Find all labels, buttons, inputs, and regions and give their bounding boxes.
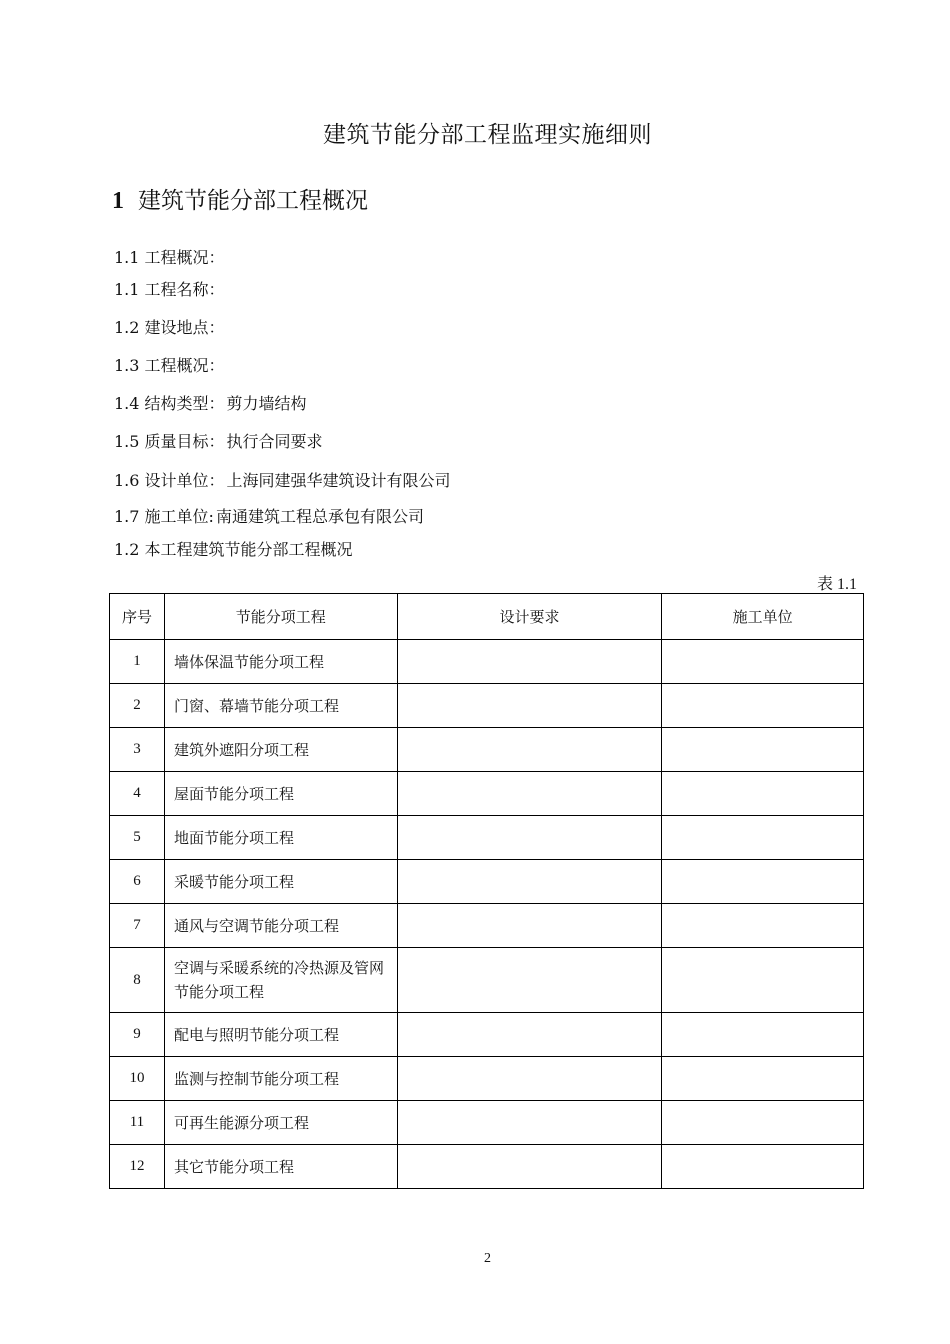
- info-value: 上海同建强华建筑设计有限公司: [226, 471, 451, 490]
- info-label: 1.7 施工单位:: [114, 507, 214, 526]
- info-line-construction-unit: [114, 504, 424, 527]
- info-label: 1.3 工程概况：: [114, 356, 225, 375]
- row-number: 2: [110, 684, 165, 728]
- row-design-requirement: [397, 772, 662, 816]
- header-subitem: 节能分项工程: [164, 594, 397, 640]
- row-design-requirement: [397, 1013, 662, 1057]
- header-seq: 序号: [110, 594, 165, 640]
- row-subitem: 通风与空调节能分项工程: [164, 904, 397, 948]
- row-subitem: 其它节能分项工程: [164, 1145, 397, 1189]
- table-row: [110, 1057, 864, 1101]
- row-number: 12: [110, 1145, 165, 1189]
- row-subitem: 墙体保温节能分项工程: [164, 640, 397, 684]
- row-design-requirement: [397, 1057, 662, 1101]
- info-label: 1.5 质量目标：: [114, 432, 225, 451]
- row-contractor: [662, 1013, 864, 1057]
- section-number: 1: [112, 188, 124, 214]
- row-subitem: 空调与采暖系统的冷热源及管网节能分项工程: [164, 948, 397, 1013]
- info-label: 1.6 设计单位：: [114, 471, 225, 490]
- section-heading: [112, 182, 368, 215]
- row-number: 9: [110, 1013, 165, 1057]
- row-design-requirement: [397, 1101, 662, 1145]
- info-value: 执行合同要求: [226, 432, 323, 451]
- row-subitem: 门窗、幕墙节能分项工程: [164, 684, 397, 728]
- row-subitem: 可再生能源分项工程: [164, 1101, 397, 1145]
- info-line-site-location: [114, 315, 227, 338]
- table-row: [110, 728, 864, 772]
- header-design-requirement: 设计要求: [397, 594, 662, 640]
- info-line-project-overview: [114, 353, 227, 376]
- info-label: 1.1 工程名称：: [114, 280, 225, 299]
- table-header-row: [110, 594, 864, 640]
- row-number: 10: [110, 1057, 165, 1101]
- row-design-requirement: [397, 860, 662, 904]
- table-row: [110, 904, 864, 948]
- table-row: [110, 640, 864, 684]
- info-line-overview-heading: [114, 245, 227, 268]
- row-number: 8: [110, 948, 165, 1013]
- row-number: 3: [110, 728, 165, 772]
- table-row: [110, 772, 864, 816]
- info-line-quality-target: [114, 429, 323, 452]
- info-label: 1.1 工程概况：: [114, 248, 225, 267]
- row-contractor: [662, 816, 864, 860]
- table-row: [110, 860, 864, 904]
- row-contractor: [662, 1145, 864, 1189]
- row-subitem: 地面节能分项工程: [164, 816, 397, 860]
- row-number: 7: [110, 904, 165, 948]
- section-title: 建筑节能分部工程概况: [138, 188, 368, 214]
- row-number: 4: [110, 772, 165, 816]
- row-contractor: [662, 1101, 864, 1145]
- info-value: 南通建筑工程总承包有限公司: [215, 507, 424, 526]
- row-design-requirement: [397, 684, 662, 728]
- info-value: 剪力墙结构: [226, 394, 307, 413]
- row-contractor: [662, 684, 864, 728]
- info-label: 1.4 结构类型：: [114, 394, 225, 413]
- page-number: 2: [484, 1251, 491, 1266]
- table-row: [110, 1013, 864, 1057]
- row-subitem: 屋面节能分项工程: [164, 772, 397, 816]
- row-subitem: 采暖节能分项工程: [164, 860, 397, 904]
- document-title: 建筑节能分部工程监理实施细则: [323, 122, 652, 148]
- row-contractor: [662, 860, 864, 904]
- table-row: [110, 948, 864, 1013]
- info-line-structure-type: [114, 391, 307, 414]
- info-line-design-unit: [114, 468, 451, 491]
- table-row: [110, 1145, 864, 1189]
- row-number: 6: [110, 860, 165, 904]
- row-subitem: 监测与控制节能分项工程: [164, 1057, 397, 1101]
- row-subitem: 建筑外遮阳分项工程: [164, 728, 397, 772]
- row-contractor: [662, 904, 864, 948]
- row-subitem: 配电与照明节能分项工程: [164, 1013, 397, 1057]
- table-caption: 表 1.1: [817, 576, 858, 593]
- header-contractor: 施工单位: [662, 594, 864, 640]
- row-design-requirement: [397, 728, 662, 772]
- table-row: [110, 684, 864, 728]
- row-design-requirement: [397, 640, 662, 684]
- row-number: 11: [110, 1101, 165, 1145]
- energy-works-table: [109, 593, 864, 1189]
- row-contractor: [662, 772, 864, 816]
- info-line-project-name: [114, 277, 227, 300]
- row-contractor: [662, 948, 864, 1013]
- row-design-requirement: [397, 816, 662, 860]
- row-contractor: [662, 728, 864, 772]
- row-number: 1: [110, 640, 165, 684]
- row-contractor: [662, 640, 864, 684]
- row-design-requirement: [397, 904, 662, 948]
- table-row: [110, 1101, 864, 1145]
- info-label: 1.2 建设地点：: [114, 318, 225, 337]
- row-number: 5: [110, 816, 165, 860]
- info-line-subsection-heading: [114, 537, 355, 560]
- info-label: 1.2 本工程建筑节能分部工程概况: [114, 540, 353, 559]
- table-row: [110, 816, 864, 860]
- row-contractor: [662, 1057, 864, 1101]
- row-design-requirement: [397, 1145, 662, 1189]
- row-design-requirement: [397, 948, 662, 1013]
